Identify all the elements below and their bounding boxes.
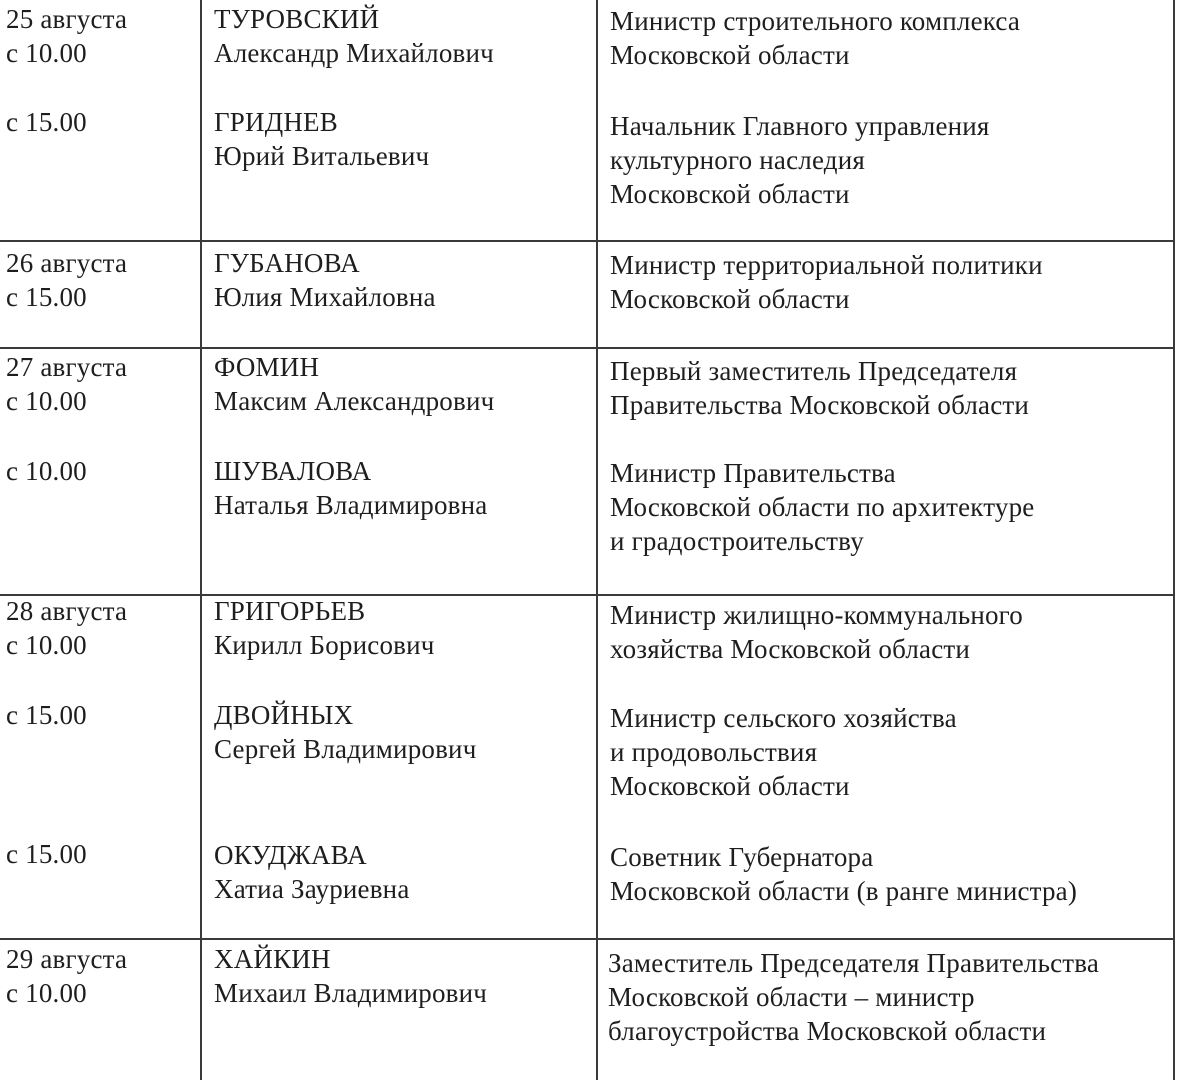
time-label: с 15.00 <box>6 839 87 869</box>
position-cell <box>608 946 1099 1048</box>
row-divider <box>0 347 1175 349</box>
position-line: Московской области <box>610 179 850 209</box>
date-label: 26 августа <box>6 248 128 278</box>
person-name-cell <box>214 2 494 70</box>
time-label: с 10.00 <box>6 456 87 486</box>
position-cell <box>610 109 990 211</box>
date-label: 28 августа <box>6 596 128 626</box>
position-line: Министр территориальной политики <box>610 250 1043 280</box>
position-cell <box>610 598 1023 666</box>
position-line: Московской области <box>610 40 850 70</box>
person-name-cell <box>214 350 494 418</box>
date-time-cell <box>6 2 127 70</box>
surname: ОКУДЖАВА <box>214 840 367 870</box>
position-cell <box>610 4 1020 72</box>
time-label: с 15.00 <box>6 282 87 312</box>
person-name-cell <box>214 838 410 906</box>
column-divider-2 <box>596 0 598 1080</box>
given-name: Максим Александрович <box>214 386 495 416</box>
time-label: с 15.00 <box>6 700 87 730</box>
position-line: Министр Правительства <box>610 458 896 488</box>
person-name-cell <box>214 698 477 766</box>
given-name: Хатиа Зауриевна <box>214 874 410 904</box>
position-cell <box>610 248 1043 316</box>
given-name: Кирилл Борисович <box>214 630 435 660</box>
position-line: Министр строительного комплекса <box>610 6 1021 36</box>
position-line: культурного наследия <box>610 145 865 175</box>
date-label: 29 августа <box>6 944 128 974</box>
person-name-cell <box>214 105 429 173</box>
surname: ГРИГОРЬЕВ <box>214 596 366 626</box>
time-label: с 10.00 <box>6 38 87 68</box>
row-divider <box>0 938 1175 940</box>
time-label: с 10.00 <box>6 978 87 1008</box>
time-label: с 10.00 <box>6 386 87 416</box>
row-divider <box>0 240 1175 242</box>
column-divider-1 <box>200 0 202 1080</box>
time-cell <box>6 837 87 871</box>
position-cell <box>610 840 1077 908</box>
given-name: Михаил Владимирович <box>214 978 488 1008</box>
person-name-cell <box>214 454 487 522</box>
position-line: и градостроительству <box>610 526 864 556</box>
position-line: Московской области <box>610 284 850 314</box>
time-cell <box>6 454 87 488</box>
position-line: Министр сельского хозяйства <box>610 703 957 733</box>
surname: ХАЙКИН <box>214 944 331 974</box>
time-cell <box>6 698 87 732</box>
person-name-cell <box>214 942 487 1010</box>
given-name: Наталья Владимировна <box>214 490 488 520</box>
position-line: и продовольствия <box>610 737 818 767</box>
position-line: Московской области по архитектуре <box>610 492 1035 522</box>
surname: ДВОЙНЫХ <box>214 700 354 730</box>
given-name: Сергей Владимирович <box>214 734 477 764</box>
position-line: Первый заместитель Председателя <box>610 356 1018 386</box>
date-time-cell <box>6 942 127 1010</box>
time-cell <box>6 105 87 139</box>
person-name-cell <box>214 594 435 662</box>
date-time-cell <box>6 594 127 662</box>
table-right-border <box>1173 0 1175 1080</box>
row-divider <box>0 594 1175 596</box>
time-label: с 10.00 <box>6 630 87 660</box>
position-cell <box>610 701 957 803</box>
surname: ГРИДНЕВ <box>214 107 338 137</box>
surname: ФОМИН <box>214 352 320 382</box>
position-line: Московской области (в ранге министра) <box>610 876 1078 906</box>
position-line: Московской области – министр <box>608 982 975 1012</box>
time-label: с 15.00 <box>6 107 87 137</box>
date-label: 25 августа <box>6 4 128 34</box>
position-line: Начальник Главного управления <box>610 111 990 141</box>
position-cell <box>610 354 1029 422</box>
position-line: благоустройства Московской области <box>608 1016 1047 1046</box>
position-line: Правительства Московской области <box>610 390 1030 420</box>
person-name-cell <box>214 246 436 314</box>
surname: ГУБАНОВА <box>214 248 360 278</box>
position-line: Заместитель Председателя Правительства <box>608 948 1100 978</box>
position-line: Советник Губернатора <box>610 842 874 872</box>
position-line: хозяйства Московской области <box>610 634 971 664</box>
surname: ТУРОВСКИЙ <box>214 4 380 34</box>
position-line: Московской области <box>610 771 850 801</box>
date-label: 27 августа <box>6 352 128 382</box>
given-name: Юлия Михайловна <box>214 282 436 312</box>
given-name: Юрий Витальевич <box>214 141 430 171</box>
date-time-cell <box>6 246 127 314</box>
surname: ШУВАЛОВА <box>214 456 372 486</box>
position-cell <box>610 456 1034 558</box>
given-name: Александр Михайлович <box>214 38 494 68</box>
position-line: Министр жилищно-коммунального <box>610 600 1023 630</box>
date-time-cell <box>6 350 127 418</box>
